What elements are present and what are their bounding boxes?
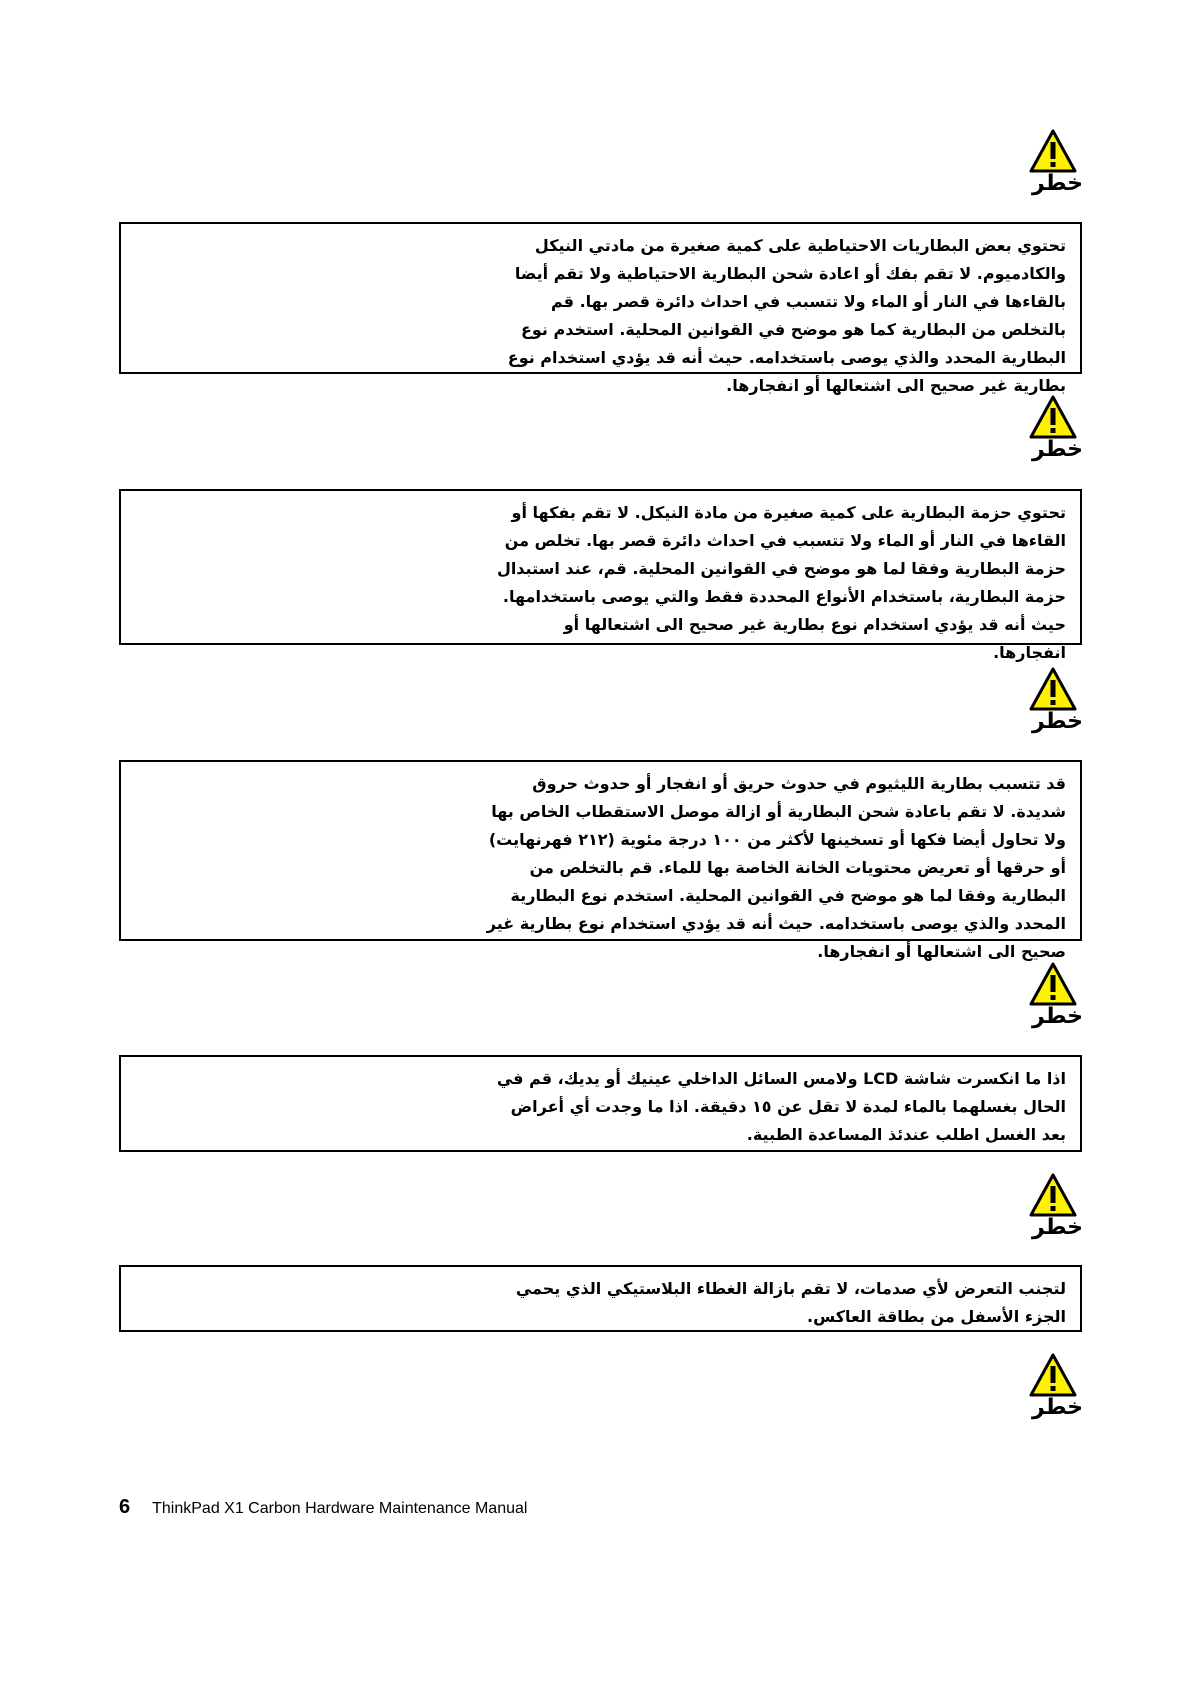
notice-text: لتجنب التعرض لأي صدمات، لا تقم بازالة الغطاء البلاستيكي الذي يحمي الجزء الأسفل من بطاقة العاكس. bbox=[515, 1279, 1066, 1326]
page-number: 6 bbox=[119, 1496, 131, 1518]
danger-notice bbox=[119, 489, 1082, 662]
danger-label: خطر bbox=[1032, 1004, 1083, 1029]
notice-text: تحتوي بعض البطاريات الاحتياطية على كمية صغيرة من مادتي النيكل والكادميوم. لا تقم بفك أو اعادة شحن البطارية الاحتياطية ولا تقم أيضا بالقاءها في النار أو الماء ولا تتسبب في احداث دائرة قصر بها. قم بالتخلص من البطارية كما هو موضح في القوانين المحلية. استخدم نوع البطارية المحدد والذي يوصى باستخدامه. حيث أنه قد يؤدي استخدام نوع بطارية غير صحيح الى اشتعالها أو انفجارها. bbox=[507, 236, 1066, 395]
warning-triangle-icon bbox=[1029, 1353, 1077, 1397]
danger-label: خطر bbox=[1032, 709, 1083, 734]
warning-triangle-icon bbox=[1029, 1173, 1077, 1217]
danger-label: خطر bbox=[1032, 1395, 1083, 1420]
page-footer bbox=[119, 1496, 527, 1519]
warning-triangle-icon bbox=[1029, 395, 1077, 439]
warning-triangle-icon bbox=[1029, 962, 1077, 1006]
danger-label: خطر bbox=[1032, 171, 1083, 196]
manual-title: ThinkPad X1 Carbon Hardware Maintenance Manual bbox=[152, 1500, 528, 1517]
danger-label: خطر bbox=[1032, 437, 1083, 462]
danger-heading bbox=[1023, 1173, 1083, 1241]
danger-heading bbox=[1023, 667, 1083, 735]
danger-notice bbox=[119, 222, 1082, 395]
danger-label: خطر bbox=[1032, 1215, 1083, 1240]
danger-heading bbox=[1023, 395, 1083, 463]
danger-notice bbox=[119, 1055, 1082, 1152]
danger-heading bbox=[1023, 129, 1083, 197]
notice-text: قد تتسبب بطارية الليثيوم في حدوث حريق أو انفجار أو حدوث حروق شديدة. لا تقم باعادة شحن البطارية أو ازالة موصل الاستقطاب الخاص بها ولا تحاول أيضا فكها أو تسخينها لأكثر من ١٠٠ درجة مئوية (٢١٢ فهرنهايت) أو حرقها أو تعريض محتويات الخانة الخاصة بها للماء. قم بالتخلص من البطارية وفقا لما هو موضح في القوانين المحلية. استخدم نوع البطارية المحدد والذي يوصى باستخدامه. حيث أنه قد يؤدي استخدام نوع بطارية غير صحيح الى اشتعالها أو انفجارها. bbox=[486, 774, 1066, 961]
danger-heading bbox=[1023, 962, 1083, 1030]
danger-notice bbox=[119, 760, 1082, 961]
danger-heading bbox=[1023, 1353, 1083, 1421]
danger-notice bbox=[119, 1265, 1082, 1332]
warning-triangle-icon bbox=[1029, 129, 1077, 173]
warning-triangle-icon bbox=[1029, 667, 1077, 711]
notice-text: اذا ما انكسرت شاشة LCD ولامس السائل الداخلي عينيك أو يديك، قم في الحال بغسلهما بالماء لمدة لا تقل عن ١٥ دقيقة. اذا ما وجدت أي أعراض بعد الغسل اطلب عندئذ المساعدة الطبية. bbox=[496, 1069, 1066, 1144]
notice-text: تحتوي حزمة البطارية على كمية صغيرة من مادة النيكل. لا تقم بفكها أو القاءها في النار أو الماء ولا تتسبب في احداث دائرة قصر بها. تخلص من حزمة البطارية وفقا لما هو موضح في القوانين المحلية. قم، عند استبدال حزمة البطارية، باستخدام الأنواع المحددة فقط والتي يوصى باستخدامها. حيث أنه قد يؤدي استخدام نوع بطارية غير صحيح الى اشتعالها أو انفجارها. bbox=[496, 503, 1066, 662]
